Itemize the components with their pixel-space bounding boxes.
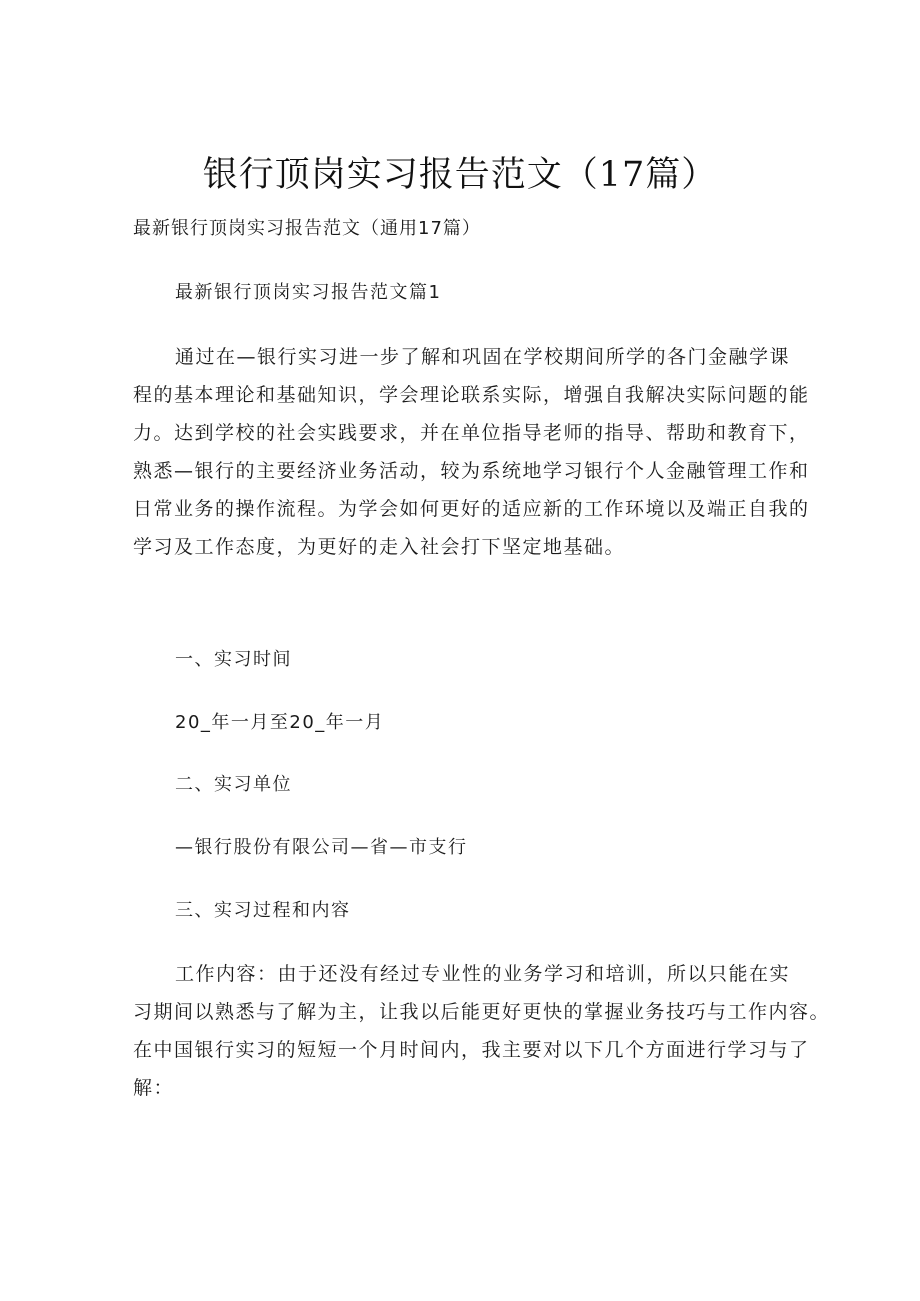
item3-heading: 三、实习过程和内容 bbox=[175, 900, 351, 921]
document-title: 银行顶岗实习报告范文（17篇） bbox=[202, 155, 718, 195]
section-heading: 最新银行顶岗实习报告范文篇1 bbox=[175, 282, 442, 303]
work-line: 习期间以熟悉与了解为主，让我以后能更好更快的掌握业务技巧与工作内容。 bbox=[133, 1001, 831, 1023]
work-line: 解： bbox=[133, 1077, 175, 1099]
intro-line: 熟悉—银行的主要经济业务活动，较为系统地学习银行个人金融管理工作和 bbox=[133, 460, 810, 482]
intro-line: 日常业务的操作流程。为学会如何更好的适应新的工作环境以及端正自我的 bbox=[133, 498, 810, 520]
intro-line: 学习及工作态度，为更好的走入社会打下坚定地基础。 bbox=[133, 536, 626, 558]
work-paragraph bbox=[133, 955, 831, 1107]
intro-line: 通过在—银行实习进一步了解和巩固在学校期间所学的各门金融学课 bbox=[175, 346, 791, 368]
item2-value: —银行股份有限公司—省—市支行 bbox=[175, 837, 468, 858]
intro-line: 程的基本理论和基础知识，学会理论联系实际，增强自我解决实际问题的能 bbox=[133, 384, 810, 406]
item2-heading: 二、实习单位 bbox=[175, 774, 292, 795]
work-line: 工作内容：由于还没有经过专业性的业务学习和培训，所以只能在实 bbox=[175, 963, 791, 985]
work-line: 在中国银行实习的短短一个月时间内，我主要对以下几个方面进行学习与了 bbox=[133, 1039, 810, 1061]
intro-line: 力。达到学校的社会实践要求，并在单位指导老师的指导、帮助和教育下， bbox=[133, 422, 810, 444]
intro-paragraph bbox=[133, 338, 810, 566]
item1-value: 20_年一月至20_年一月 bbox=[175, 712, 385, 733]
document-subtitle: 最新银行顶岗实习报告范文（通用17篇） bbox=[133, 218, 481, 239]
item1-heading: 一、实习时间 bbox=[175, 649, 292, 670]
